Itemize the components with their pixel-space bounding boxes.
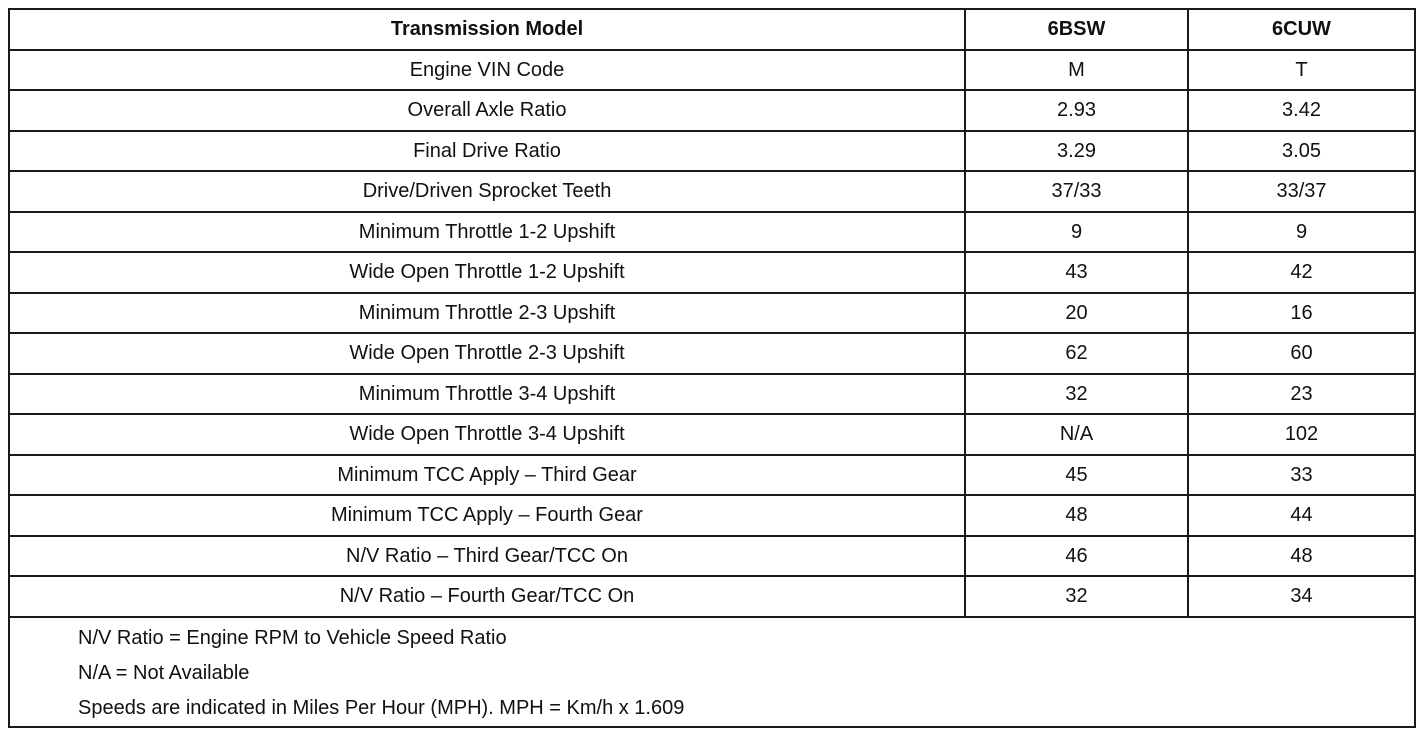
cell-6cuw: 48 xyxy=(1188,536,1415,577)
table-row xyxy=(9,495,1415,536)
cell-6bsw: 45 xyxy=(965,455,1188,496)
cell-6cuw: 33/37 xyxy=(1188,171,1415,212)
table-row xyxy=(9,333,1415,374)
cell-6cuw: 23 xyxy=(1188,374,1415,415)
table-row xyxy=(9,50,1415,91)
row-label: Final Drive Ratio xyxy=(9,131,965,172)
header-6bsw: 6BSW xyxy=(965,9,1188,50)
table-row xyxy=(9,171,1415,212)
cell-6cuw: 3.05 xyxy=(1188,131,1415,172)
row-label: Wide Open Throttle 2-3 Upshift xyxy=(9,333,965,374)
cell-6bsw: 46 xyxy=(965,536,1188,577)
table-row xyxy=(9,576,1415,617)
cell-6cuw: 44 xyxy=(1188,495,1415,536)
header-6cuw: 6CUW xyxy=(1188,9,1415,50)
table-row xyxy=(9,252,1415,293)
cell-6cuw: 9 xyxy=(1188,212,1415,253)
table-row xyxy=(9,536,1415,577)
row-label: Wide Open Throttle 3-4 Upshift xyxy=(9,414,965,455)
row-label: Minimum Throttle 3-4 Upshift xyxy=(9,374,965,415)
note-speed-units: Speeds are indicated in Miles Per Hour (MPH). MPH = Km/h x 1.609 xyxy=(78,696,685,719)
row-label: Minimum Throttle 1-2 Upshift xyxy=(9,212,965,253)
transmission-spec-table xyxy=(8,8,1416,728)
cell-6bsw: 48 xyxy=(965,495,1188,536)
note-na: N/A = Not Available xyxy=(78,661,250,684)
cell-6bsw: 3.29 xyxy=(965,131,1188,172)
table-row xyxy=(9,455,1415,496)
row-label: Engine VIN Code xyxy=(9,50,965,91)
table-row xyxy=(9,414,1415,455)
cell-6bsw: 43 xyxy=(965,252,1188,293)
cell-6bsw: 32 xyxy=(965,374,1188,415)
notes-row xyxy=(9,617,1415,727)
cell-6cuw: 42 xyxy=(1188,252,1415,293)
cell-6cuw: T xyxy=(1188,50,1415,91)
note-nv-ratio: N/V Ratio = Engine RPM to Vehicle Speed Ratio xyxy=(78,626,507,649)
cell-6bsw: 37/33 xyxy=(965,171,1188,212)
cell-6cuw: 34 xyxy=(1188,576,1415,617)
cell-6cuw: 3.42 xyxy=(1188,90,1415,131)
cell-6bsw: M xyxy=(965,50,1188,91)
table-row xyxy=(9,293,1415,334)
cell-6cuw: 60 xyxy=(1188,333,1415,374)
cell-6cuw: 33 xyxy=(1188,455,1415,496)
notes-cell xyxy=(9,617,1415,727)
row-label: Drive/Driven Sprocket Teeth xyxy=(9,171,965,212)
cell-6bsw: N/A xyxy=(965,414,1188,455)
table-row xyxy=(9,212,1415,253)
table-row xyxy=(9,90,1415,131)
table-row xyxy=(9,131,1415,172)
cell-6bsw: 62 xyxy=(965,333,1188,374)
cell-6bsw: 32 xyxy=(965,576,1188,617)
cell-6bsw: 20 xyxy=(965,293,1188,334)
row-label: Wide Open Throttle 1-2 Upshift xyxy=(9,252,965,293)
cell-6bsw: 9 xyxy=(965,212,1188,253)
row-label: Minimum Throttle 2-3 Upshift xyxy=(9,293,965,334)
row-label: N/V Ratio – Fourth Gear/TCC On xyxy=(9,576,965,617)
header-row xyxy=(9,9,1415,50)
table-row xyxy=(9,374,1415,415)
row-label: Minimum TCC Apply – Third Gear xyxy=(9,455,965,496)
row-label: Overall Axle Ratio xyxy=(9,90,965,131)
cell-6cuw: 16 xyxy=(1188,293,1415,334)
header-transmission-model: Transmission Model xyxy=(9,9,965,50)
cell-6bsw: 2.93 xyxy=(965,90,1188,131)
cell-6cuw: 102 xyxy=(1188,414,1415,455)
row-label: Minimum TCC Apply – Fourth Gear xyxy=(9,495,965,536)
row-label: N/V Ratio – Third Gear/TCC On xyxy=(9,536,965,577)
